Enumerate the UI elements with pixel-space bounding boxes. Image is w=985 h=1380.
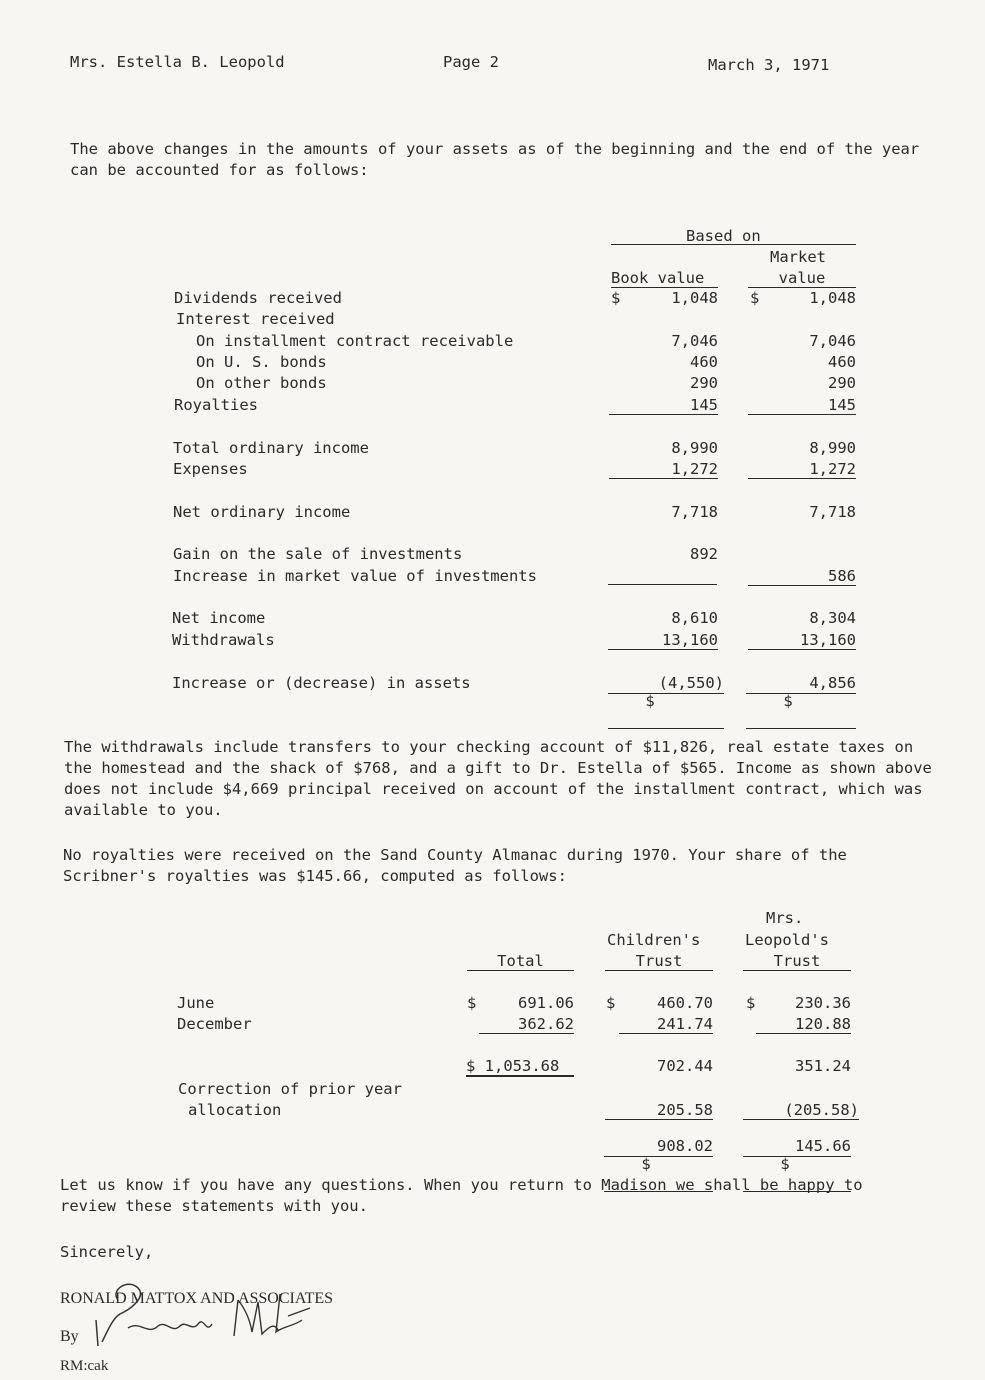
row-label-expenses: Expenses (173, 460, 248, 478)
sum-mrs: 351.24 (795, 1057, 851, 1075)
signature (88, 1280, 338, 1355)
june-mrs-dollar: $ (746, 994, 756, 1012)
book-value-installment: 7,046 (671, 332, 718, 350)
book-value-net-income: 8,610 (671, 609, 718, 627)
mrs-header-3: Trust (743, 952, 851, 971)
market-value-total-ordinary: 8,990 (809, 439, 856, 457)
book-value-withdrawals: 13,160 (608, 631, 718, 650)
sum-total: $ 1,053.68 (466, 1057, 574, 1076)
june-label: June (177, 994, 215, 1012)
final-mrs-double-rule (743, 1156, 851, 1157)
market-value-us-bonds: 460 (828, 353, 856, 371)
final-children-dollar: $ (641, 1155, 651, 1173)
book-value-royalties: 145 (609, 396, 718, 415)
typist-initials: RM:cak (60, 1358, 109, 1374)
row-label-interest: Interest received (176, 310, 335, 328)
book-blank-rule (608, 584, 717, 585)
row-label-other-bonds: On other bonds (196, 374, 327, 392)
row-label-net-income: Net income (172, 609, 266, 627)
row-label-royalties: Royalties (174, 396, 258, 414)
correction-children: 205.58 (605, 1101, 713, 1120)
correction-mrs: (205.58) (743, 1101, 859, 1120)
market-header-2: value (748, 269, 856, 288)
book-value-net-ordinary: 7,718 (671, 503, 718, 521)
market-value-royalties: 145 (748, 396, 856, 415)
final-children: 908.02 (657, 1137, 713, 1155)
market-value-expenses: 1,272 (748, 460, 856, 479)
row-label-gain-sale: Gain on the sale of investments (173, 545, 463, 563)
book-total-dollar: $ (645, 692, 655, 710)
book-value-total-ordinary: 8,990 (671, 439, 718, 457)
total-header: Total (467, 952, 574, 971)
row-label-withdrawals: Withdrawals (172, 631, 275, 649)
children-header-1: Children's (607, 931, 701, 949)
december-children: 241.74 (619, 1015, 713, 1034)
by-label: By (60, 1328, 79, 1345)
june-total-dollar: $ (467, 994, 477, 1012)
market-double-rule (746, 693, 856, 694)
page-number: Page 2 (443, 53, 499, 71)
june-children-dollar: $ (606, 994, 616, 1012)
book-value-increase-decrease: (4,550) (658, 674, 724, 692)
book-value-gain-sale: 892 (690, 545, 718, 563)
intro-paragraph: The above changes in the amounts of your assets as of the beginning and the end of the year can be accounted for as follows: (70, 140, 920, 179)
sum-total-double-rule (466, 1076, 574, 1077)
final-mrs-dollar: $ (780, 1155, 790, 1173)
market-value-net-ordinary: 7,718 (809, 503, 856, 521)
row-label-total-ordinary: Total ordinary income (173, 439, 369, 457)
children-header-2: Trust (605, 952, 713, 971)
market-value-increase-market: 586 (748, 567, 856, 586)
group-header: Based on (686, 227, 761, 245)
row-label-increase-decrease: Increase or (decrease) in assets (172, 674, 471, 692)
correction-label-2: allocation (188, 1101, 282, 1119)
book-header: Book value (611, 269, 718, 288)
royalties-paragraph: No royalties were received on the Sand County Almanac during 1970. Your share of the Scribner's royalties was $145.66, computed as follows: (63, 846, 847, 885)
market-value-withdrawals: 13,160 (748, 631, 856, 650)
row-label-increase-market: Increase in market value of investments (173, 567, 537, 585)
sum-children: 702.44 (657, 1057, 713, 1075)
correction-label-1: Correction of prior year (178, 1080, 402, 1098)
row-label-net-ordinary: Net ordinary income (173, 503, 351, 521)
recipient-name: Mrs. Estella B. Leopold (70, 53, 285, 71)
firm-name: RONALD MATTOX AND ASSOCIATES (60, 1290, 334, 1307)
mrs-header-2: Leopold's (745, 931, 829, 949)
withdrawals-paragraph: The withdrawals include transfers to your checking account of $11,826, real estate taxes on the homestead and the shack of $768, and a gift to Dr. Estella of $565. Income as shown above does not include $4,669 principal received on account of the installment contract, which was available to you. (64, 738, 932, 819)
book-value-dividends: 1,048 (671, 289, 718, 307)
june-mrs: 230.36 (795, 994, 851, 1012)
market-value-increase-decrease: 4,856 (809, 674, 856, 692)
december-mrs: 120.88 (756, 1015, 851, 1034)
market-value-dividends: 1,048 (809, 289, 856, 307)
market-dollar-sign: $ (750, 289, 760, 307)
sincerely: Sincerely, (60, 1243, 154, 1261)
closing-paragraph: Let us know if you have any questions. When you return to Madison we shall be happy to review these statements with you. (60, 1176, 863, 1215)
june-children: 460.70 (657, 994, 713, 1012)
row-label-us-bonds: On U. S. bonds (196, 353, 327, 371)
book-dollar-sign: $ (611, 289, 621, 307)
mrs-header-1: Mrs. (766, 909, 804, 927)
row-label-dividends: Dividends received (174, 289, 342, 307)
book-value-other-bonds: 290 (690, 374, 718, 392)
book-value-expenses: 1,272 (609, 460, 718, 479)
final-children-double-rule (604, 1156, 713, 1157)
book-double-rule (608, 693, 724, 694)
row-label-installment: On installment contract receivable (196, 332, 514, 350)
letter-date: March 3, 1971 (708, 56, 830, 74)
book-value-us-bonds: 460 (690, 353, 718, 371)
final-mrs: 145.66 (795, 1137, 851, 1155)
market-header-1: Market (770, 248, 826, 266)
market-total-dollar: $ (783, 692, 793, 710)
market-value-installment: 7,046 (809, 332, 856, 350)
june-total: 691.06 (518, 994, 574, 1012)
market-value-net-income: 8,304 (809, 609, 856, 627)
december-label: December (177, 1015, 252, 1033)
market-value-other-bonds: 290 (828, 374, 856, 392)
december-total: 362.62 (479, 1015, 574, 1034)
